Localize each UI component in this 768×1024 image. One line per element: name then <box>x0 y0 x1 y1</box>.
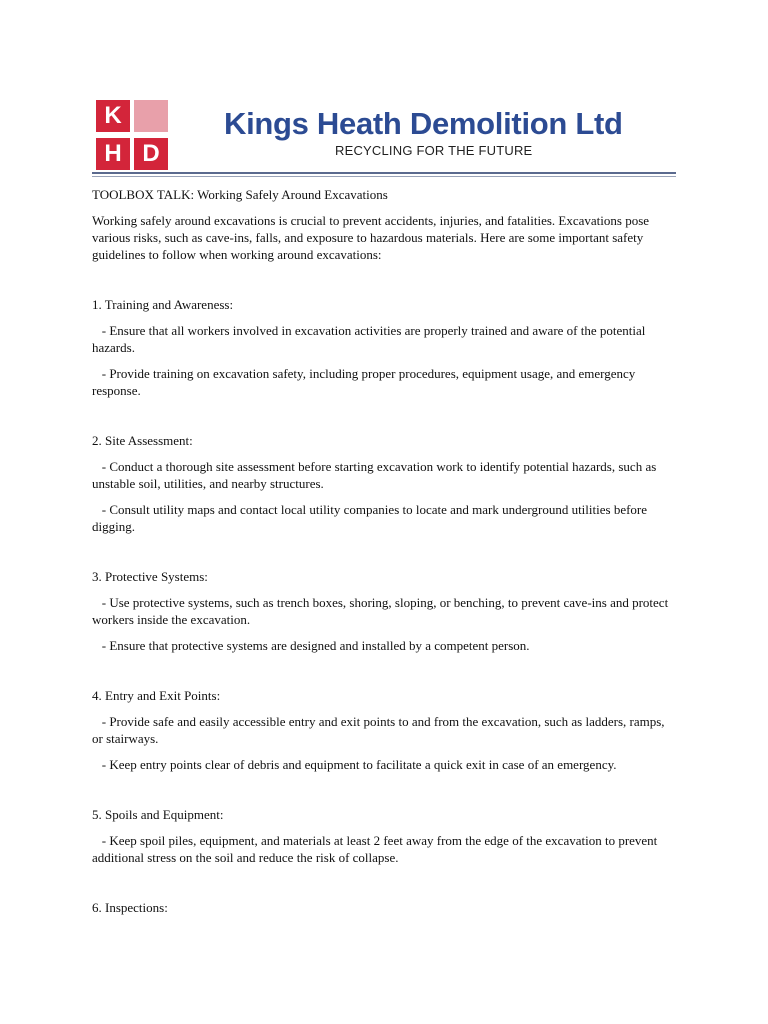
company-logo <box>94 98 174 170</box>
section-site-assessment <box>92 432 676 535</box>
document-title: TOOLBOX TALK: Working Safely Around Excavations <box>92 187 388 202</box>
company-name: Kings Heath Demolition Ltd <box>224 106 623 141</box>
section-heading: 5. Spoils and Equipment: <box>92 807 224 822</box>
section-training <box>92 296 676 399</box>
logo-letter-d: D <box>134 138 168 170</box>
section-entry-exit <box>92 687 676 773</box>
section-spoils-equipment <box>92 806 676 866</box>
letterhead <box>92 96 676 180</box>
logo-letter-k: K <box>96 100 130 132</box>
list-item: - Provide safe and easily accessible entry and exit points to and from the excavation, such as ladders, ramps, or stairways. <box>92 714 665 746</box>
list-item: - Consult utility maps and contact local utility companies to locate and mark underground utilities before digging. <box>92 502 648 534</box>
section-heading: 4. Entry and Exit Points: <box>92 688 221 703</box>
list-item: - Use protective systems, such as trench boxes, shoring, sloping, or benching, to prevent cave-ins and protect workers inside the excavation. <box>92 595 669 627</box>
section-inspections <box>92 899 676 916</box>
letterhead-divider <box>92 172 676 174</box>
section-heading: 3. Protective Systems: <box>92 569 208 584</box>
list-item: - Conduct a thorough site assessment before starting excavation work to identify potential hazards, such as unstable soil, utilities, and nearby structures. <box>92 459 657 491</box>
section-protective-systems <box>92 568 676 654</box>
intro-paragraph: Working safely around excavations is crucial to prevent accidents, injuries, and fatalities. Excavations pose various risks, such as cave-ins, falls, and exposure to hazardous materials. Here are some important safety guidelines to follow when working around excavations: <box>92 213 650 262</box>
list-item: - Provide training on excavation safety, including proper procedures, equipment usage, and emergency response. <box>92 366 636 398</box>
list-item: - Ensure that protective systems are designed and installed by a competent person. <box>92 638 530 653</box>
company-tagline: RECYCLING FOR THE FUTURE <box>335 143 533 158</box>
logo-block-pale <box>134 100 168 132</box>
logo-letter-h: H <box>96 138 130 170</box>
letterhead-divider-thin <box>92 176 676 177</box>
list-item: - Ensure that all workers involved in excavation activities are properly trained and aware of the potential hazards. <box>92 323 646 355</box>
section-heading: 1. Training and Awareness: <box>92 297 234 312</box>
section-heading: 6. Inspections: <box>92 900 168 915</box>
document-body <box>92 186 676 925</box>
section-heading: 2. Site Assessment: <box>92 433 193 448</box>
list-item: - Keep entry points clear of debris and equipment to facilitate a quick exit in case of an emergency. <box>92 757 617 772</box>
list-item: - Keep spoil piles, equipment, and materials at least 2 feet away from the edge of the excavation to prevent additional stress on the soil and reduce the risk of collapse. <box>92 833 658 865</box>
